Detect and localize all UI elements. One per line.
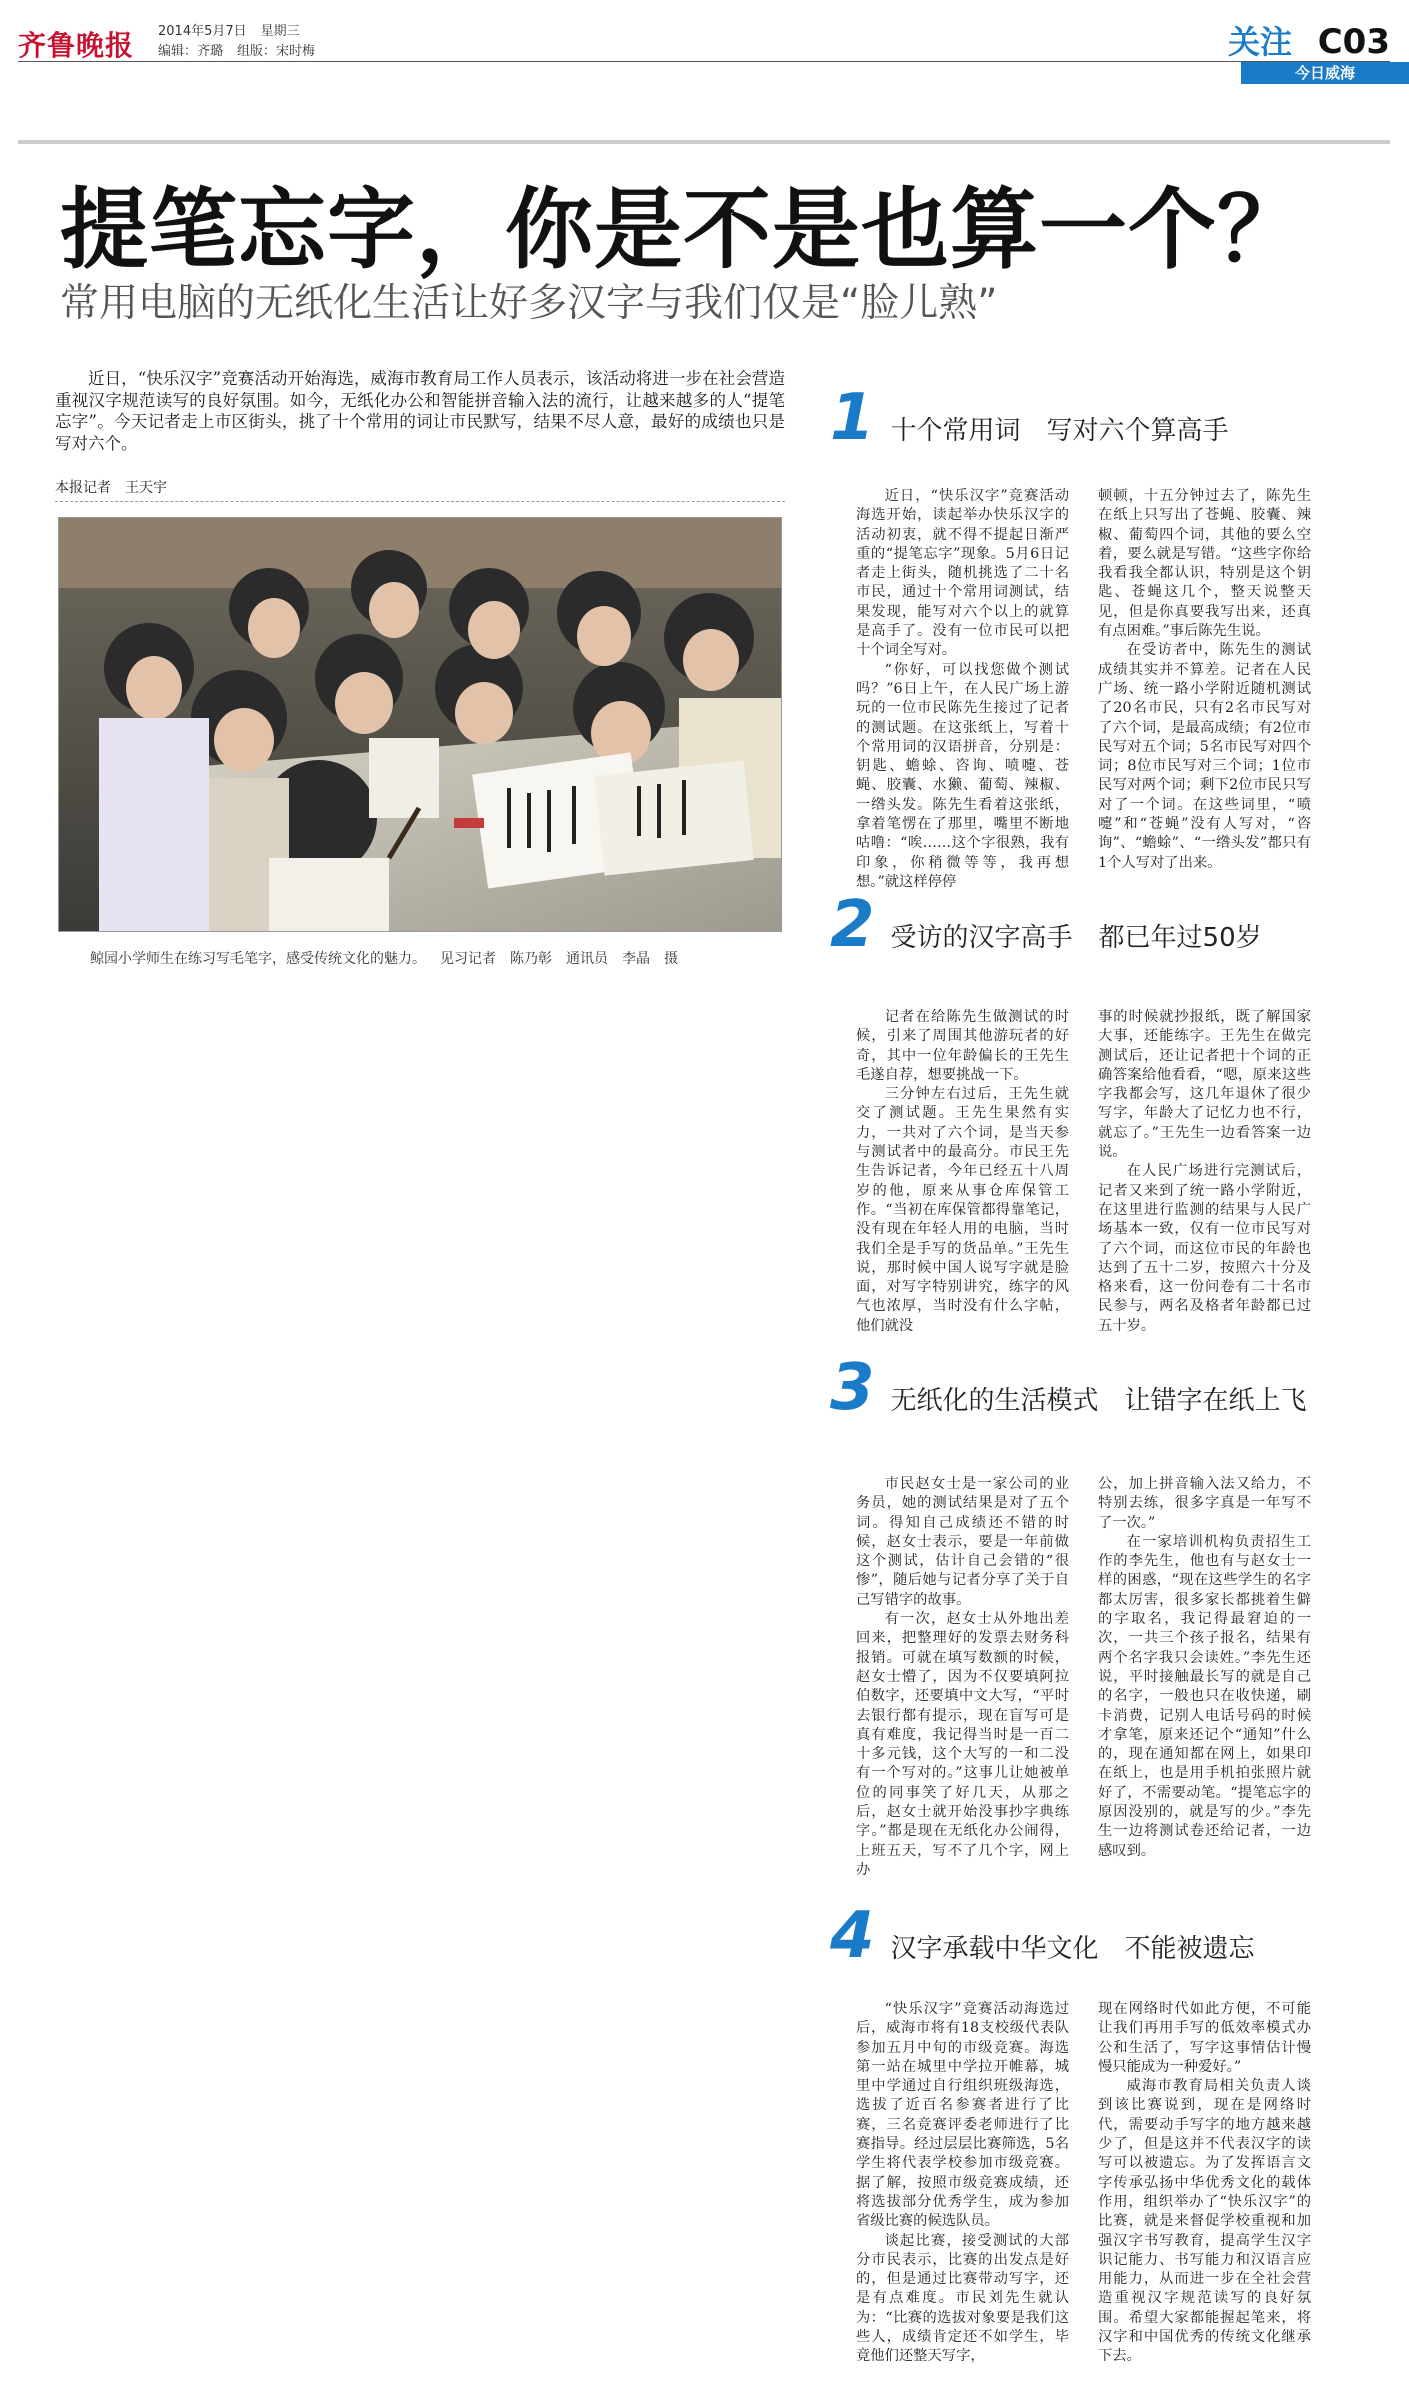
paragraph: 记者在给陈先生做测试的时候，引来了周围其他游玩者的好奇，其中一位年龄偏长的王先生毛遂自荐，想要挑战一下。 [856,1009,1069,1083]
issue-date: 2014年5月7日 [158,24,247,39]
caption-suffix: 摄 [664,951,678,967]
section-number: 2 [830,888,875,962]
caption-correspondent: 通讯员 李晶 [566,951,650,967]
section-2-right-column [1098,1008,1311,1336]
page-number: C03 [1317,22,1390,62]
section-4-left-column [856,2000,1069,2367]
headline: 提笔忘字，你是不是也算一个？ [60,178,1307,281]
issue-meta [158,22,329,62]
section-title: 受访的汉字高手 都已年过50岁 [890,923,1262,953]
section-heading [830,381,1229,455]
paragraph: “你好，可以找您做个测试吗？”6日上午，在人民广场上游玩的一位市民陈先生接过了记者的测试题。在这张纸上，写着十个常用词的汉语拼音，分别是：钥匙、蟾蜍、咨询、喷嚏、苍蝇、胶囊、水獭、葡萄、辣椒、一绺头发。陈先生看着这张纸，拿着笔愣在了那里，嘴里不断地咕噜：“唉……这个字很熟，我有印象，你稍微等等，我再想想。”就这样停停 [856,661,1069,890]
paragraph: 市民赵女士是一家公司的业务员，她的测试结果是对了五个词。得知自己成绩还不错的时候，赵女士表示，要是一年前做这个测试，估计自己会错的“很惨”，随后她与记者分享了关于自己写错字的故事。 [856,1476,1069,1608]
newspaper-logo: 齐鲁晚报 [18,29,135,62]
dashed-divider [55,501,785,502]
section-heading [830,888,1262,962]
lead-paragraph: 近日，“快乐汉字”竞赛活动开始海选，威海市教育局工作人员表示，该活动将进一步在社会营造重视汉字规范读写的良好氛围。如今，无纸化办公和智能拼音输入法的流行，让越来越多的人“提笔忘字”。今天记者走上市区街头，挑了十个常用的词让市民默写，结果不尽人意，最好的成绩也只是写对六个。 [55,369,785,453]
section-number: 4 [830,1899,875,1973]
paragraph: 在受访者中，陈先生的测试成绩其实并不算差。记者在人民广场、统一路小学附近随机测试了20名市民，只有2名市民写对了六个词，是最高成绩；有2位市民写对五个词；5名市民写对四个词；8位市民写对三个词；1位市民写对两个词；剩下2位市民只写对了一个词。在这些词里，“喷嚏”和“苍蝇”没有人写对，“咨询”、“蟾蜍”、“一绺头发”都只有1个人写对了出来。 [1098,642,1311,871]
byline: 本报记者 王天宇 [55,480,167,496]
section-title: 十个常用词 写对六个算高手 [890,416,1229,446]
paragraph: 威海市教育局相关负责人谈到该比赛说到，现在是网络时代，需要动手写字的地方越来越少了，但是这并不代表汉字的读写可以被遗忘。为了发挥语言文字传承弘扬中华优秀文化的载体作用，组织举办了“快乐汉字”的比赛，就是来督促学校重视和加强汉字书写教育，提高学生汉字识记能力、书写能力和汉语言应用能力，从而进一步在全社会营造重视汉字规范读写的良好氛围。希望大家都能握起笔来，将汉字和中国优秀的传统文化继承下去。 [1098,2078,1311,2365]
paragraph: 在一家培训机构负责招生工作的李先生，他也有与赵女士一样的困惑，“现在这些学生的名字都太厉害，很多家长都挑着生僻的字取名，我记得最窘迫的一次，一共三个孩子报名，结果有两个名字我只会读姓。”李先生还说，平时接触最长写的就是自己的名字，一般也只在收快递，刷卡消费，记别人电话号码的时候才拿笔，原来还记个“通知”什么的，现在通知都在网上，如果印在纸上，也是用手机拍张照片就好了，不需要动笔。“提笔忘字的原因没别的，就是写的少。”李先生一边将测试卷还给记者，一边感叹到。 [1098,1533,1311,1859]
editor-credit: 编辑：齐璐 [158,44,224,59]
news-photo [58,517,782,932]
region-badge: 今日威海 [1241,62,1409,84]
section-label: 关注 [1227,23,1292,61]
section-2-left-column [856,1008,1069,1336]
section-title: 汉字承载中华文化 不能被遗忘 [890,1934,1255,1964]
masthead [18,22,1390,62]
paragraph: 公，加上拼音输入法又给力，不特别去练，很多字真是一年写不了一次。” [1098,1476,1311,1531]
photo-illustration [59,518,782,932]
section-3-right-column [1098,1475,1311,1861]
paragraph: 现在网络时代如此方便，不可能让我们再用手写的低效率模式办公和生活了，写字这事情估计慢慢只能成为一种爱好。” [1098,2001,1311,2075]
subheadline: 常用电脑的无纸化生活让好多汉字与我们仅是“脸儿熟” [60,281,998,326]
section-1-right-column [1098,487,1311,873]
paragraph: 有一次，赵女士从外地出差回来，把整理好的发票去财务科报销。可就在填写数额的时候，赵女士懵了，因为不仅要填阿拉伯数字，还要填中文大写，“平时去银行都有提示，现在盲写可是真有难度，我记得当时是一百二十多元钱，这个大写的一和二没有一个写对的。”这事儿让她被单位的同事笑了好几天，从那之后，赵女士就开始没事抄字典练字。”都是现在无纸化办公闹得，上班五天，写不了几个字，网上办 [856,1611,1069,1878]
layout-credit: 组版：宋时梅 [237,44,316,59]
paragraph: 事的时候就抄报纸，既了解国家大事，还能练字。王先生在做完测试后，还让记者把十个词的正确答案给他看看，“嗯，原来这些字我都会写，这几年退休了很少写字，年龄大了记忆力也不行，就忘了。”王先生一边看答案一边说。 [1098,1009,1311,1161]
caption-text: 鲸园小学师生在练习写毛笔字，感受传统文化的魅力。 [90,951,426,967]
section-1-left-column [856,487,1069,892]
section-heading [830,1899,1255,1973]
paragraph: 谈起比赛，接受测试的大部分市民表示，比赛的出发点是好的，但是通过比赛带动写字，还是有点难度。市民刘先生就认为：“比赛的选拔对象要是我们这些人，成绩肯定还不如学生，毕竟他们还整天写字， [856,2232,1069,2365]
paragraph: 三分钟左右过后，王先生就交了测试题。王先生果然有实力，一共对了六个词，是当天参与测试者中的最高分。市民王先生告诉记者，今年已经五十八周岁的他，原来从事仓库保管工作。“当初在库保管都得靠笔记，没有现在年轻人用的电脑，当时我们全是手写的货品单。”王先生说，那时候中国人说写字就是脸面，对写字特别讲究，练字的风气也浓厚，当时没有什么字帖，他们就没 [856,1086,1069,1334]
paragraph: “快乐汉字”竞赛活动海选过后，威海市将有18支校级代表队参加五月中旬的市级竞赛。海选第一站在城里中学拉开帷幕，城里中学通过自行组织班级海选，选拔了近百名参赛者进行了比赛，三名竞赛评委老师进行了比赛指导。经过层层比赛筛选，5名学生将代表学校参加市级竞赛。据了解，按照市级竞赛成绩，还将选拔部分优秀学生，成为参加省级比赛的候选队员。 [856,2001,1069,2230]
paragraph: 近日，“快乐汉字”竞赛活动海选开始，读起举办快乐汉字的活动初衷，就不得不提起日渐严重的“提笔忘字”现象。5月6日记者走上街头，随机挑选了二十名市民，通过十个常用词测试，结果发现，能写对六个以上的就算是高手了。没有一位市民可以把十个词全写对。 [856,488,1069,659]
issue-weekday: 星期三 [260,24,300,39]
paragraph: 在人民广场进行完测试后，记者又来到了统一路小学附近，在这里进行监测的结果与人民广场基本一致，仅有一位市民写对了六个词，而这位市民的年龄也达到了五十二岁，按照六十分及格来看，这一份问卷有二十名市民参与，两名及格者年龄都已过五十岁。 [1098,1163,1311,1334]
divider [18,140,1390,144]
section-3-left-column [856,1475,1069,1880]
photo-caption [90,948,692,968]
section-title: 无纸化的生活模式 让错字在纸上飞 [890,1386,1307,1416]
section-heading [830,1351,1307,1425]
caption-reporter: 见习记者 陈乃彰 [440,951,552,967]
section-number: 3 [830,1351,875,1425]
section-4-right-column [1098,2000,1311,2367]
section-number: 1 [830,381,875,455]
paragraph: 顿顿，十五分钟过去了，陈先生在纸上只写出了苍蝇、胶囊、辣椒、葡萄四个词，其他的要么空着，要么就是写错。“这些字你给我看我全都认识，特别是这个钥匙、苍蝇这几个，整天说整天见，但是你真要我写出来，还真有点困难。”事后陈先生说。 [1098,488,1311,640]
